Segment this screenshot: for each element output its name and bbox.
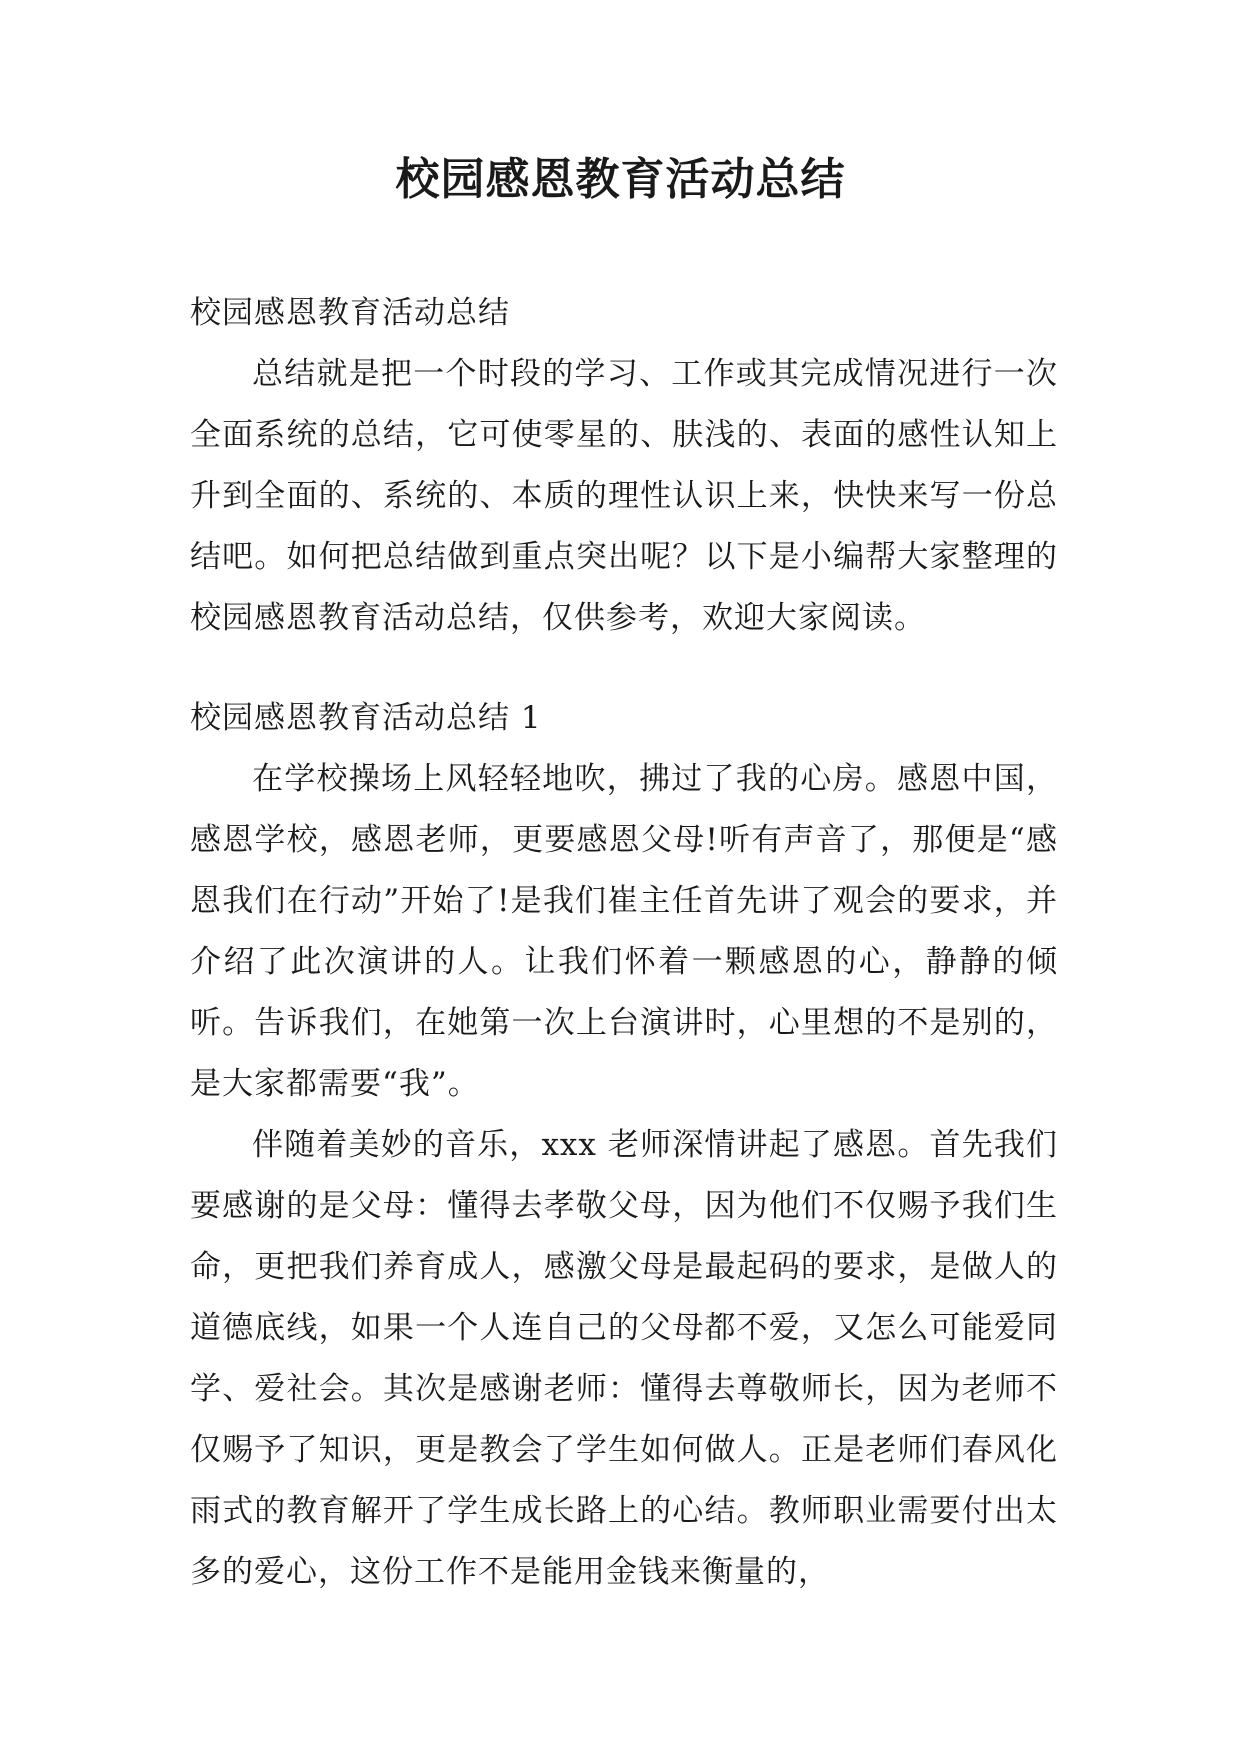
intro-paragraph: 总结就是把一个时段的学习、工作或其完成情况进行一次全面系统的总结，它可使零星的、肤浅的、表面的感性认知上升到全面的、系统的、本质的理性认识上来，快快来写一份总结吧。如何把总结做到重点突出呢？以下是小编帮大家整理的校园感恩教育活动总结，仅供参考，欢迎大家阅读。: [190, 356, 1058, 636]
intro-section: [190, 283, 1058, 649]
intro-heading: 校园感恩教育活动总结: [190, 295, 510, 331]
section-1-heading: 校园感恩教育活动总结 1: [190, 700, 542, 736]
section-1-paragraph: 在学校操场上风轻轻地吹，拂过了我的心房。感恩中国，感恩学校，感恩老师，更要感恩父母!听有声音了，那便是“感恩我们在行动”开始了!是我们崔主任首先讲了观会的要求，并介绍了此次演讲的人。让我们怀着一颗感恩的心，静静的倾听。告诉我们，在她第一次上台演讲时，心里想的不是别的，是大家都需要“我”。: [190, 761, 1058, 1102]
document-title: 校园感恩教育活动总结: [395, 154, 846, 205]
section-1-paragraph: 伴随着美妙的音乐，xxx 老师深情讲起了感恩。首先我们要感谢的是父母：懂得去孝敬父母，因为他们不仅赐予我们生命，更把我们养育成人，感激父母是最起码的要求，是做人的道德底线，如果一个人连自己的父母都不爱，又怎么可能爱同学、爱社会。其次是感谢老师：懂得去尊敬师长，因为老师不仅赐予了知识，更是教会了学生如何做人。正是老师们春风化雨式的教育解开了学生成长路上的心结。教师职业需要付出太多的爱心，这份工作不是能用金钱来衡量的，: [190, 1127, 1058, 1590]
section-1: [190, 688, 1058, 1603]
